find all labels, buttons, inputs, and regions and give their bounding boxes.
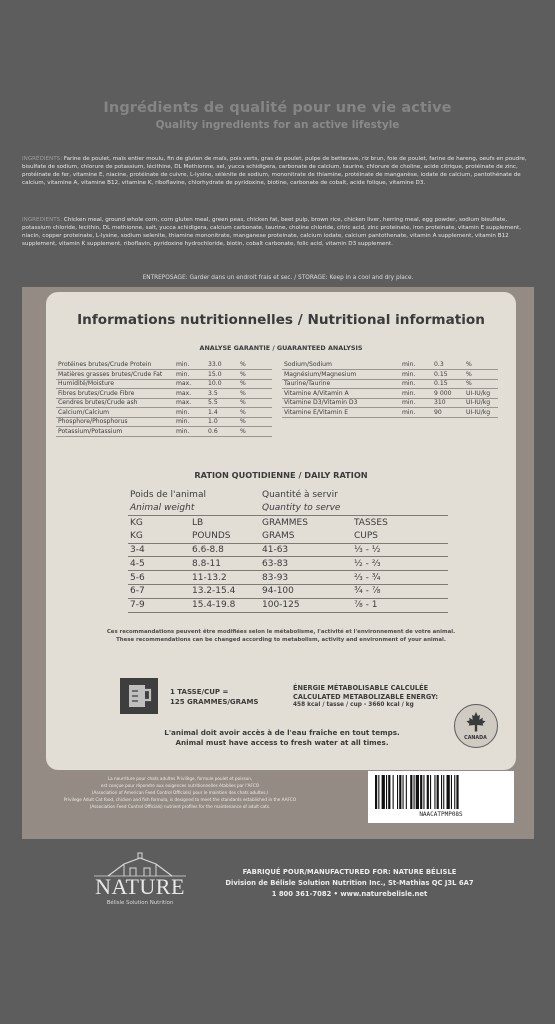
nutrient-name: Magnésium/Magnesium <box>282 370 400 380</box>
cup-conversion <box>170 688 258 708</box>
barcode-bars <box>375 775 507 809</box>
header <box>0 100 555 131</box>
nature-logo <box>84 852 196 910</box>
measuring-cup-icon <box>120 678 158 714</box>
fine-line: (Association of American Feed Control Officials) pour le maintien des chats adultes./ <box>91 789 269 795</box>
analysis-row <box>282 408 498 418</box>
barcode-bar <box>416 775 419 809</box>
ration-cell: 15.4-19.8 <box>190 598 260 612</box>
ration-cell: ⅓ - ½ <box>352 543 448 557</box>
barcode-bar <box>414 775 415 809</box>
ration-cell: ½ - ⅔ <box>352 557 448 571</box>
water-en: Animal must have access to fresh water at all times. <box>175 738 389 748</box>
qty-fr: Quantité à servir <box>262 489 338 500</box>
ration-row <box>128 543 448 557</box>
unit-cell: POUNDS <box>190 529 260 543</box>
ration-header-fr <box>128 488 448 502</box>
nutrient-name: Potassium/Potassium <box>56 427 174 437</box>
ingredients-fr-label: INGRÉDIENTS: <box>22 156 63 162</box>
ration-cell: ¾ - ⅞ <box>352 585 448 599</box>
ration-header-en <box>128 502 448 516</box>
analysis-row <box>282 389 498 399</box>
analysis-row <box>56 417 272 427</box>
nutrient-value: 9 000 <box>432 389 464 399</box>
nutrient-name: Vitamine E/Vitamin E <box>282 408 400 418</box>
nutrient-unit: UI-IU/kg <box>464 389 498 399</box>
nutrient-qualifier: min. <box>400 408 432 418</box>
ration-row <box>128 557 448 571</box>
nutrient-unit: % <box>238 389 272 399</box>
nutrient-unit: UI-IU/kg <box>464 408 498 418</box>
energy-fr: ÉNERGIE MÉTABOLISABLE CALCULÉE <box>293 684 429 692</box>
barcode-bar <box>399 775 401 809</box>
ingredients-en-text: Chicken meal, ground whole corn, corn gluten meal, green peas, chicken fat, beet pulp, brown rice, chicken liver, herring meal, egg powder, sodium bisulfate, potassium chloride, lecithin, DL methionne, salt, yucca schidigera, calcium carbonate, taurine, choline chloride, citric acid, zinc proteinate, iron proteinate, vitamin E supplement, niacin, copper proteinate, L-lysine, sodium selenite, thiamine mononitrate, manganese proteinate, calcium iodate, calcium pantothenate, vitamin A supplement, vitamin B12 supplement, vitamin K supplement, riboflavin, pyridoxine hydrochloride, biotin, cobalt carbonate, folic acid, vitamin D3 supplement. <box>22 217 522 248</box>
ration-title: RATION QUOTIDIENNE / DAILY RATION <box>194 470 368 480</box>
barcode-bar <box>430 775 431 809</box>
ingredients-fr-text: Farine de poulet, maïs entier moulu, fin de gluten de maïs, pois verts, gras de poulet, pulpe de betterave, riz brun, foie de poulet, farine de hareng, oeufs en poudre, bisulfate de sodium, chlorure de potassium, lécithine, DL Methionne, sel, yucca schidigera, carbonate de calcium, taurine, chlorure de choline, acide citrique, protéinate de zinc, protéinate de fer, vitamine E, niacine, protéinate de cuivre, L-lysine, sélénite de sodium, mononitrate de thiamine, protéinate de manganèse, iodate de calcium, pantothénate de calcium, vitamine A, vitamine B12, vitamine K, riboflavine, chlorhydrate de pyridoxine, biotine, carbonate de cobalt, acide folique, vitamine D3. <box>22 156 527 187</box>
canada-badge <box>454 704 498 748</box>
barcode-text: NAACATPMP08S <box>419 811 463 818</box>
qty-en: Quantity to serve <box>260 502 448 516</box>
barcode-bar <box>441 775 442 809</box>
nutrient-qualifier: min. <box>174 408 206 418</box>
nutrient-unit: % <box>238 360 272 370</box>
nutrient-value: 0.15 <box>432 370 464 380</box>
barcode-bar <box>393 775 394 809</box>
nutrient-unit: % <box>238 427 272 437</box>
barcode-bar <box>447 775 450 809</box>
ration-cell: 63-83 <box>260 557 352 571</box>
unit-cell: TASSES <box>354 517 388 528</box>
title-fr: Ingrédients de qualité pour une vie active <box>103 100 452 116</box>
nutrient-name: Vitamine A/Vitamin A <box>282 389 400 399</box>
nutrient-qualifier: max. <box>174 389 206 399</box>
logo-word: NATURE <box>95 874 185 899</box>
ration-cell: 4-5 <box>128 557 190 571</box>
ration-cell: 94-100 <box>260 585 352 599</box>
analysis-title: ANALYSE GARANTIE / GUARANTEED ANALYSIS <box>199 344 363 352</box>
nutrient-unit: UI-IU/kg <box>464 398 498 408</box>
barcode-bar <box>454 775 455 809</box>
ingredients-fr <box>22 155 534 187</box>
weight-en: Animal weight <box>128 502 260 516</box>
nutrition-card <box>46 292 516 770</box>
analysis-row <box>56 360 272 370</box>
nutrient-name: Calcium/Calcium <box>56 408 174 418</box>
analysis-row <box>56 427 272 437</box>
nutrient-qualifier: min. <box>174 360 206 370</box>
cup-line1: 1 TASSE/CUP = <box>170 688 229 696</box>
aafco-statement <box>45 776 315 811</box>
barcode-bar <box>386 775 387 809</box>
ration-row <box>128 585 448 599</box>
nutrient-value: 5.5 <box>206 398 238 408</box>
nutrient-name: Fibres brutes/Crude Fibre <box>56 389 174 399</box>
ration-note <box>46 628 516 645</box>
barcode-bar <box>406 775 407 809</box>
nutrient-name: Taurine/Taurine <box>282 379 400 389</box>
ration-units-fr <box>128 516 448 530</box>
nutrient-name: Cendres brutes/Crude ash <box>56 398 174 408</box>
analysis-row <box>282 370 498 380</box>
nutrient-unit: % <box>238 398 272 408</box>
ration-cell: ⅞ - 1 <box>352 598 448 612</box>
nutrient-value: 0.15 <box>432 379 464 389</box>
barcode-bar <box>403 775 404 809</box>
nutrient-name: Sodium/Sodium <box>282 360 400 370</box>
ration-note-en: These recommendations can be changed according to metabolism, activity and environment of your animal. <box>116 637 446 644</box>
barcode <box>368 771 514 823</box>
nutrient-value: 0.3 <box>432 360 464 370</box>
barcode-bar <box>443 775 444 809</box>
fine-line: Privilege Adult Cat food, chicken and fish formula, is designed to meet the standards established in the AAFCO <box>63 796 297 802</box>
nutrient-value: 1.0 <box>206 417 238 427</box>
ration-cell: 3-4 <box>128 543 190 557</box>
fine-line: est conçue pour répondre aux exigences nutritionnelles établies par l'AFCO <box>100 782 260 788</box>
ration-table <box>128 488 448 613</box>
nutrient-value: 90 <box>432 408 464 418</box>
barcode-bar <box>382 775 385 809</box>
ration-row <box>128 598 448 612</box>
ration-cell: 6-7 <box>128 585 190 599</box>
nutrient-name: Humidité/Moisture <box>56 379 174 389</box>
barcode-bar <box>410 775 412 809</box>
cup-line2: 125 GRAMMES/GRAMS <box>170 697 259 706</box>
barcode-bar <box>434 775 435 809</box>
nutrient-value: 15.0 <box>206 370 238 380</box>
nutrient-value: 3.5 <box>206 389 238 399</box>
ration-cell: 6.6-8.8 <box>190 543 260 557</box>
maple-leaf-icon <box>465 711 487 733</box>
ration-cell: ⅔ - ¾ <box>352 571 448 585</box>
mfr-line: Division de Bélisle Solution Nutrition Inc., St-Mathias QC J3L 6A7 <box>225 878 474 887</box>
weight-fr: Poids de l'animal <box>130 489 206 500</box>
nutrient-name: Protéines brutes/Crude Protein <box>56 360 174 370</box>
nutrient-qualifier: max. <box>174 398 206 408</box>
nutrient-qualifier: min. <box>400 398 432 408</box>
nutrient-name: Phosphore/Phosphorus <box>56 417 174 427</box>
ration-cell: 83-93 <box>260 571 352 585</box>
fine-line: La nourriture pour chats adultes Privilège, formule poulet et poisson, <box>107 776 253 781</box>
energy-en: CALCULATED METABOLIZABLE ENERGY: <box>293 692 438 701</box>
nutrient-unit: % <box>464 360 498 370</box>
mfr-line: FABRIQUÉ POUR/MANUFACTURED FOR: NATURE BÉLISLE <box>242 868 457 876</box>
ration-units-en <box>128 529 448 543</box>
nutrient-unit: % <box>238 379 272 389</box>
analysis-row <box>56 398 272 408</box>
nutrient-unit: % <box>464 379 498 389</box>
storage-note: ENTREPOSAGE: Garder dans un endroit frais et sec. / STORAGE: Keep in a cool and dry place. <box>142 275 414 281</box>
ration-cell: 11-13.2 <box>190 571 260 585</box>
unit-cell: GRAMS <box>260 529 352 543</box>
barcode-bar <box>378 775 379 809</box>
nutrient-qualifier: min. <box>174 427 206 437</box>
mfr-line: 1 800 361-7082 • www.naturebelisle.net <box>271 889 428 898</box>
water-notice <box>142 728 422 748</box>
nutrient-qualifier: min. <box>400 379 432 389</box>
ingredients-en <box>22 216 534 248</box>
nutrient-unit: % <box>238 417 272 427</box>
analysis-row <box>56 370 272 380</box>
nutrient-value: 0.6 <box>206 427 238 437</box>
ration-cell: 5-6 <box>128 571 190 585</box>
nutrient-qualifier: min. <box>400 370 432 380</box>
nutrient-value: 33.0 <box>206 360 238 370</box>
nutrient-value: 1.4 <box>206 408 238 418</box>
barcode-bar <box>420 775 422 809</box>
unit-cell: KG <box>128 529 190 543</box>
barcode-bar <box>388 775 390 809</box>
ration-cell: 13.2-15.4 <box>190 585 260 599</box>
analysis-row <box>282 379 498 389</box>
manufacturer-info <box>222 867 477 900</box>
title-en: Quality ingredients for an active lifestyle <box>155 119 400 131</box>
ration-row <box>128 571 448 585</box>
nutrition-title: Informations nutritionnelles / Nutritional information <box>77 312 485 328</box>
nutrient-qualifier: min. <box>400 389 432 399</box>
analysis-row <box>56 379 272 389</box>
nutrient-value: 310 <box>432 398 464 408</box>
nutrient-unit: % <box>238 408 272 418</box>
unit-cell: CUPS <box>352 529 448 543</box>
ration-cell: 7-9 <box>128 598 190 612</box>
barcode-bar <box>375 775 377 809</box>
metabolizable-energy <box>293 684 438 710</box>
fine-line: (Association Feed Control Officials) nutrient profiles for the maintenance of adult cats. <box>89 803 271 809</box>
unit-cell: KG <box>130 517 143 528</box>
nutrient-unit: % <box>238 370 272 380</box>
barcode-bar <box>423 775 424 809</box>
canada-text: CANADA <box>464 736 487 741</box>
analysis-row <box>56 389 272 399</box>
water-fr: L'animal doit avoir accès à de l'eau fraîche en tout temps. <box>164 728 400 737</box>
ration-cell: 8.8-11 <box>190 557 260 571</box>
barcode-bar <box>456 775 458 809</box>
nutrient-name: Matières grasses brutes/Crude Fat <box>56 370 174 380</box>
barcode-bar <box>437 775 439 809</box>
nutrient-qualifier: max. <box>174 379 206 389</box>
ration-cell: 41-63 <box>260 543 352 557</box>
analysis-table-left <box>56 360 272 437</box>
ration-note-fr: Ces recommandations peuvent être modifiées selon le métabolisme, l'activité et l'environnement de votre animal. <box>106 629 456 635</box>
nutrient-qualifier: min. <box>174 370 206 380</box>
unit-cell: LB <box>192 517 204 528</box>
ingredients-en-label: INGREDIENTS: <box>22 217 63 223</box>
nutrient-qualifier: min. <box>174 417 206 427</box>
nutrient-unit: % <box>464 370 498 380</box>
energy-values: 458 kcal / tasse / cup - 3660 kcal / kg <box>293 701 414 708</box>
ration-cell: 100-125 <box>260 598 352 612</box>
nutrient-value: 10.0 <box>206 379 238 389</box>
analysis-table-right <box>282 360 498 418</box>
barcode-bar <box>427 775 429 809</box>
nutrient-qualifier: min. <box>400 360 432 370</box>
barcode-bar <box>451 775 452 809</box>
unit-cell: GRAMMES <box>262 517 308 528</box>
nutrient-name: Vitamine D3/Vitamin D3 <box>282 398 400 408</box>
barcode-bar <box>397 775 398 809</box>
analysis-row <box>56 408 272 418</box>
logo-tagline: Bélisle Solution Nutrition <box>106 900 174 906</box>
analysis-row <box>282 398 498 408</box>
analysis-row <box>282 360 498 370</box>
